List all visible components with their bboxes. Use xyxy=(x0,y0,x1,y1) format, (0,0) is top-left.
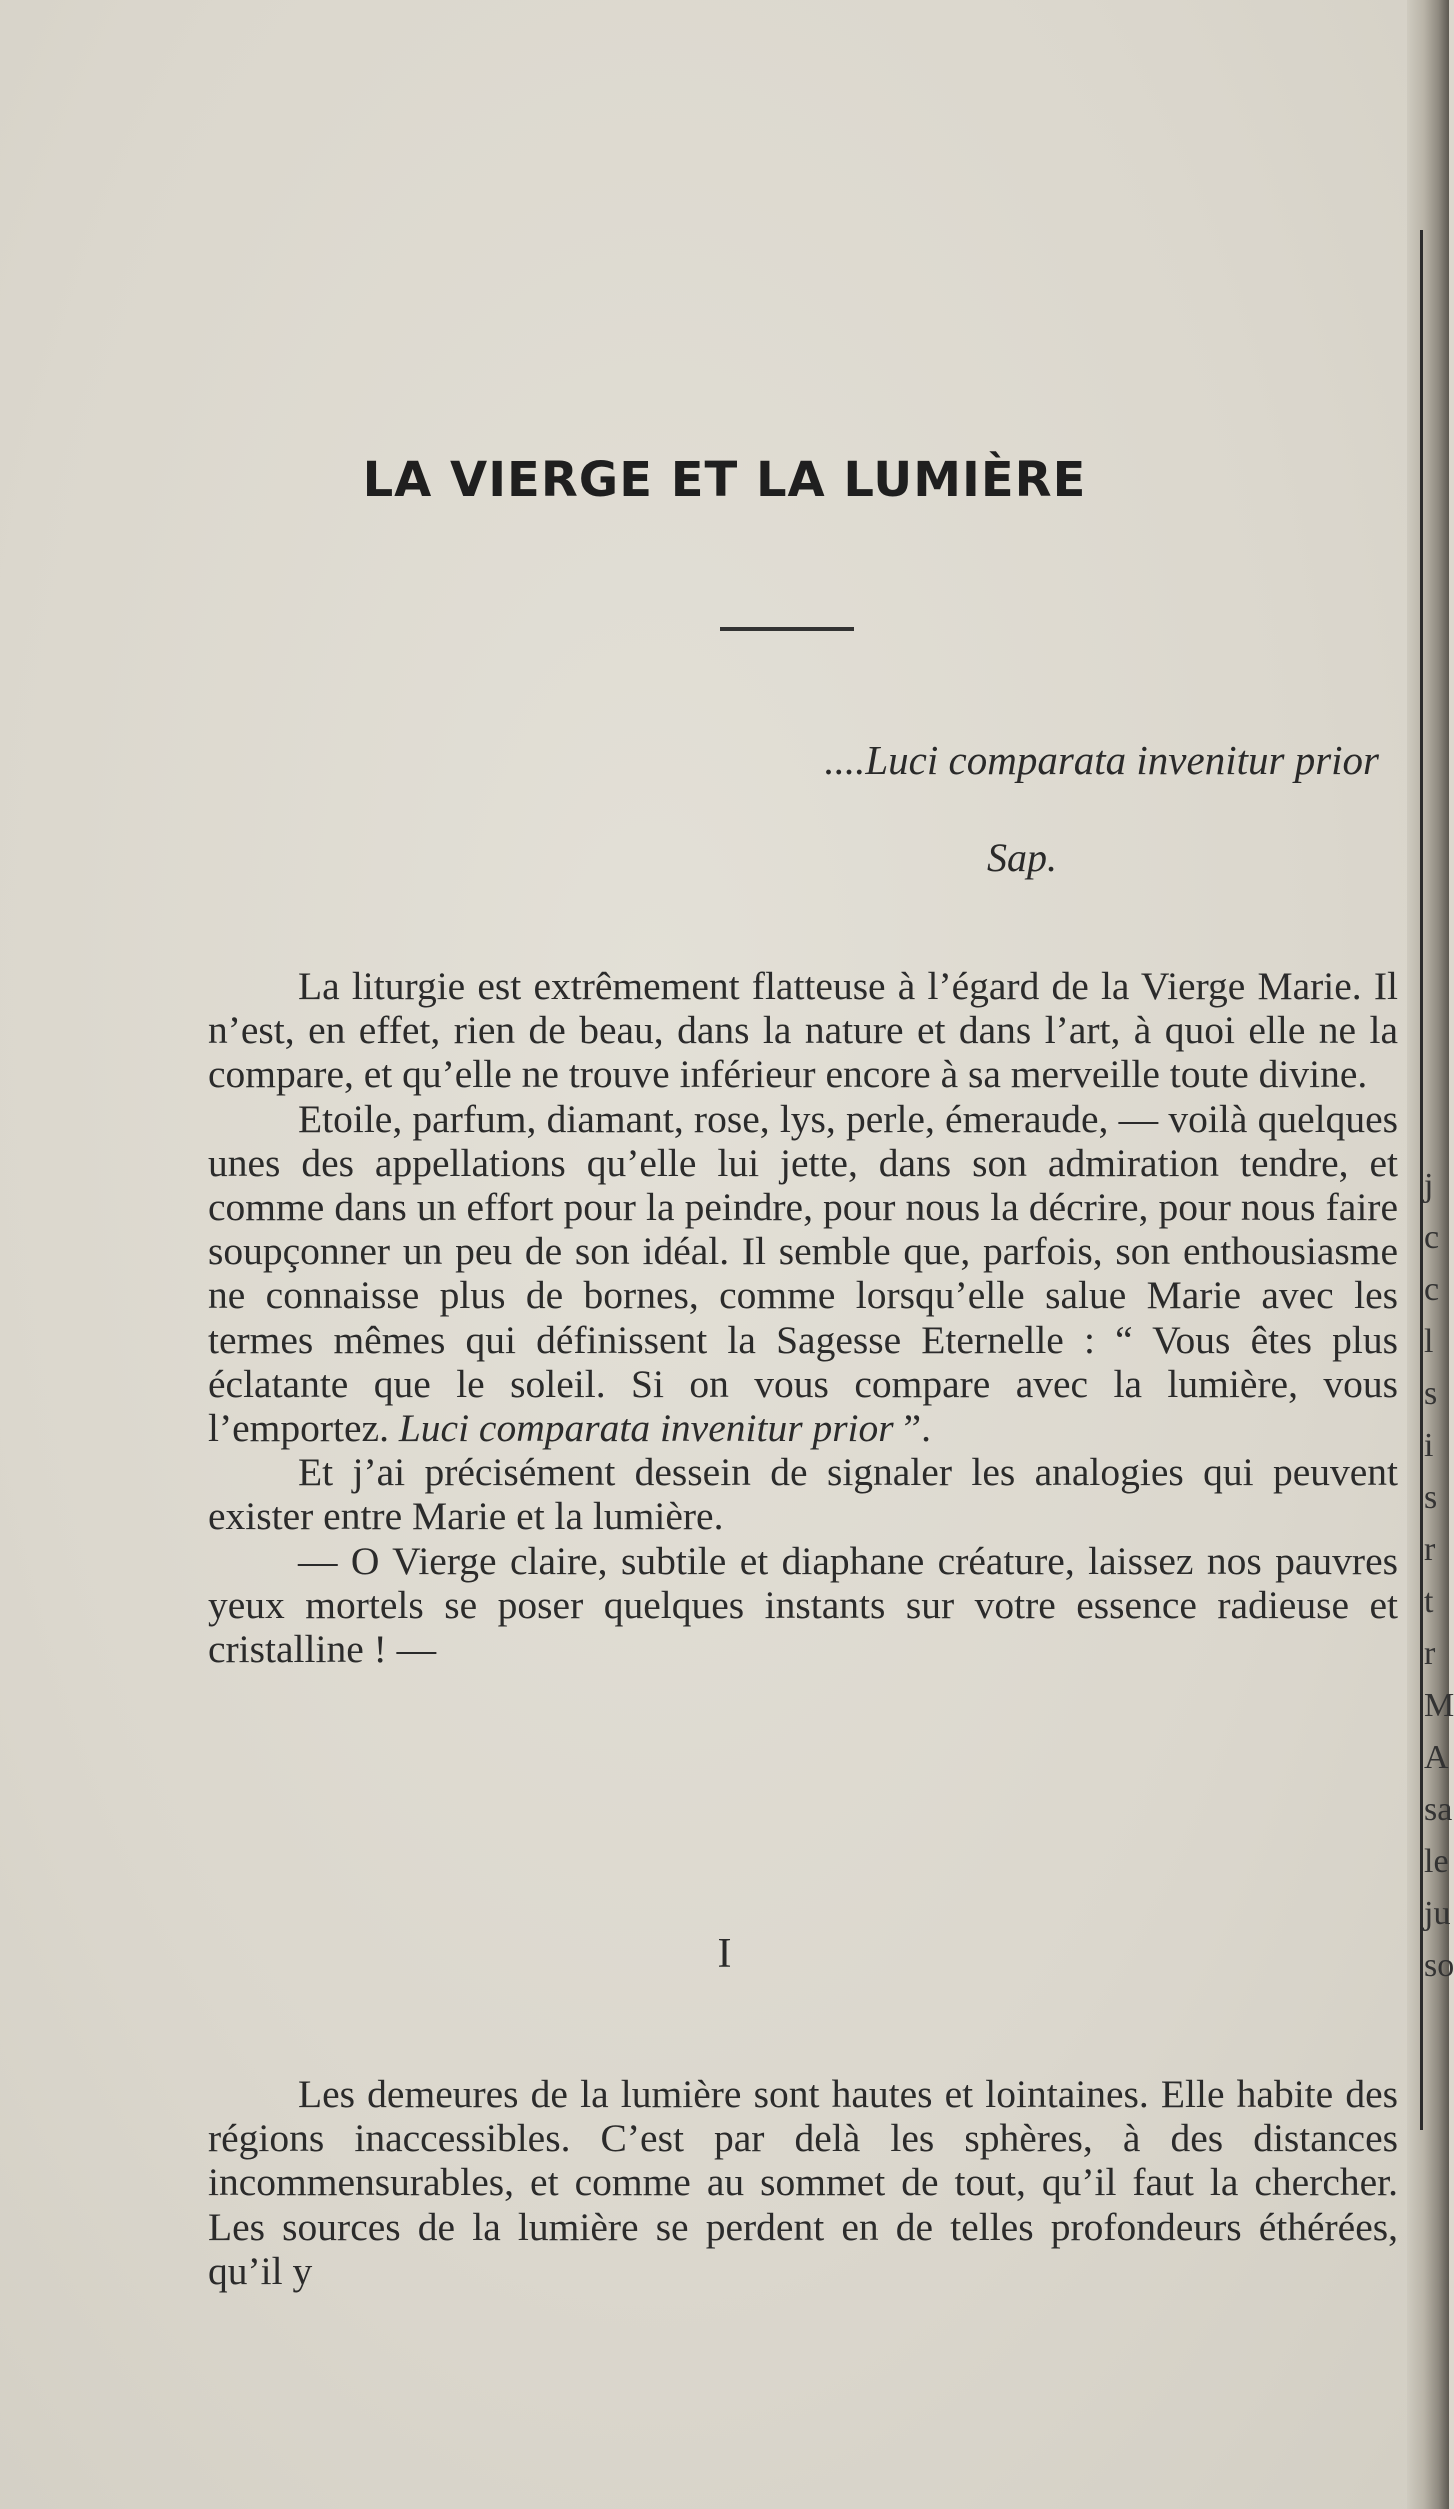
edge-letter: A xyxy=(1424,1739,1449,1776)
paragraph xyxy=(208,1097,1398,1451)
section-body xyxy=(208,2072,1398,2293)
epigraph-source: Sap. xyxy=(987,835,1057,880)
edge-letter: le xyxy=(1424,1843,1449,1880)
edge-letter: r xyxy=(1424,1531,1436,1568)
edge-letter: s xyxy=(1424,1375,1438,1412)
title-rule xyxy=(720,627,854,631)
edge-letter: so xyxy=(1424,1947,1454,1984)
paragraph: Les demeures de la lumière sont hautes et lointaines. Elle habite des régions inaccessibles. C’est par delà les sphères, à des distances incommensurables, et comme au sommet de tout, qu’il faut la chercher. Les sources de la lumière se perdent en de telles profondeurs éthérées, qu’il y xyxy=(208,2072,1398,2293)
edge-letter: l xyxy=(1424,1323,1434,1360)
gutter-line xyxy=(1420,230,1423,2130)
body-text xyxy=(208,964,1398,1671)
edge-letter: ju xyxy=(1424,1895,1451,1932)
edge-letter: M xyxy=(1424,1687,1454,1724)
section-number: I xyxy=(717,1931,732,1977)
latin-quote: Luci comparata invenitur prior xyxy=(398,1406,894,1451)
epigraph: ....Luci comparata invenitur prior xyxy=(824,737,1379,783)
quote-close: ”. xyxy=(893,1406,931,1451)
page-title: LA VIERGE ET LA LUMIÈRE xyxy=(362,452,1087,508)
edge-letter: j xyxy=(1424,1167,1434,1204)
paragraph: La liturgie est extrêmement flatteuse à l’égard de la Vierge Marie. Il n’est, en effet, rien de beau, dans la nature et dans l’art, à quoi elle ne la compare, et qu’elle ne trouve inférieur encore à sa merveille toute divine. xyxy=(208,964,1398,1097)
paragraph-text: Etoile, parfum, diamant, rose, lys, perle, émeraude, — voilà quelques unes des appellations qu’elle lui jette, dans son admiration tendre, et comme dans un effort pour la peindre, pour nous la décrire, pour nous faire soupçonner un peu de son idéal. Il semble que, parfois, son enthousiasme ne connaisse plus de bornes, comme lorsqu’elle salue Marie avec les termes mêmes qui définissent la Sagesse Eternelle : “ Vous êtes plus éclatante que le soleil. Si on vous compare avec la lumière, vous l’emportez. xyxy=(208,1096,1398,1451)
edge-letter: t xyxy=(1424,1583,1434,1620)
edge-letter: r xyxy=(1424,1635,1436,1672)
paragraph: — O Vierge claire, subtile et diaphane créature, laissez nos pauvres yeux mortels se poser quelques instants sur votre essence radieuse et cristalline ! — xyxy=(208,1538,1398,1672)
edge-letter: c xyxy=(1424,1271,1440,1308)
adjacent-page-letters xyxy=(1424,1160,1454,1992)
paragraph: Et j’ai précisément dessein de signaler les analogies qui peuvent exister entre Marie et la lumière. xyxy=(208,1450,1398,1539)
edge-letter: sa xyxy=(1424,1791,1453,1828)
edge-letter: s xyxy=(1424,1479,1438,1516)
edge-letter: c xyxy=(1424,1219,1440,1256)
edge-letter: i xyxy=(1424,1427,1434,1464)
